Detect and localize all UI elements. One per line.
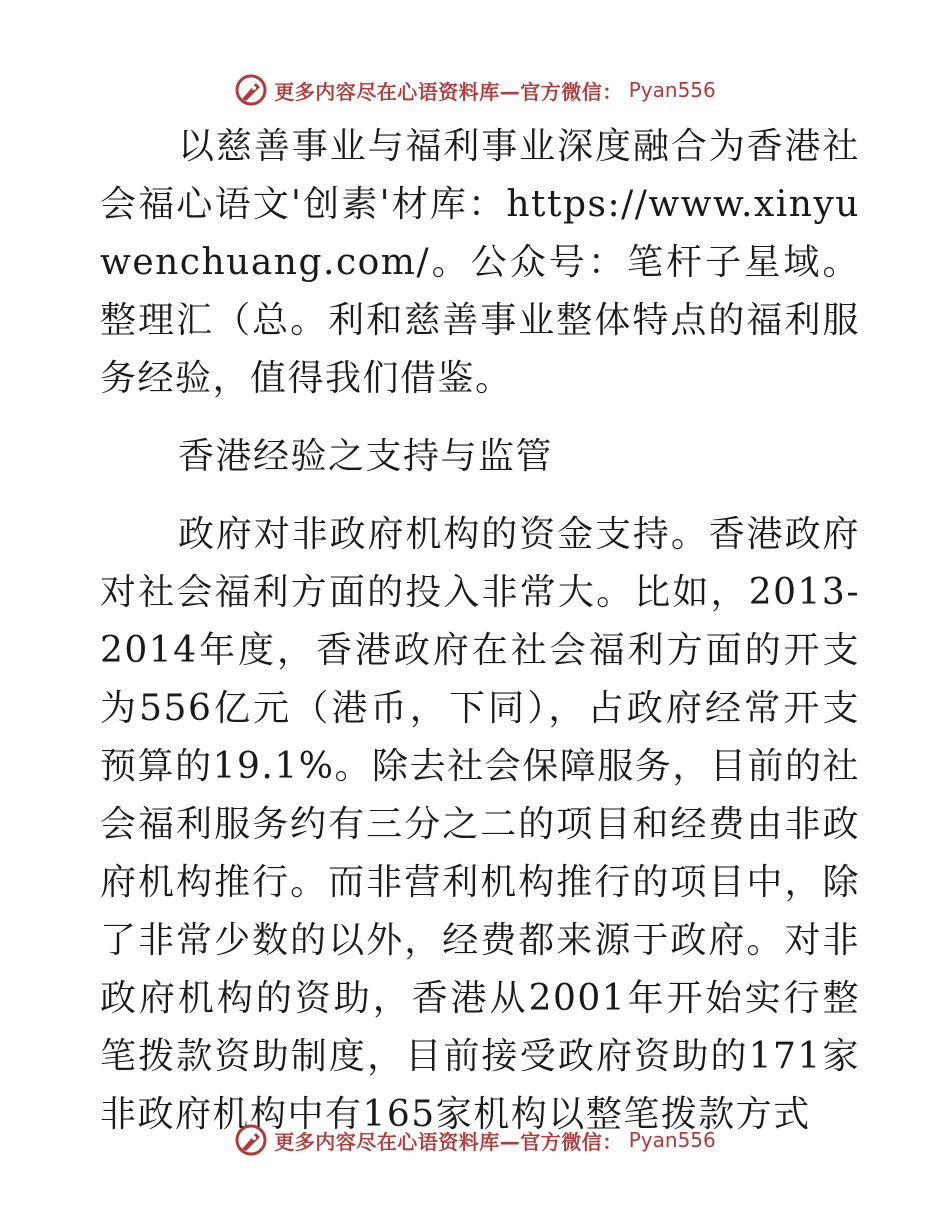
- banner-text: 更多内容尽在心语资料库—官方微信：: [274, 1129, 623, 1154]
- banner-wechat-id: Pyan556: [628, 78, 716, 102]
- banner-text: 更多内容尽在心语资料库—官方微信：: [274, 79, 623, 104]
- paragraph-2: 政府对非政府机构的资金支持。香港政府对社会福利方面的投入非常大。比如，2013-2014年度，香港政府在社会福利方面的开支为556亿元（港币，下同），占政府经常开支预算的19.1%。除去社会保障服务，目前的社会福利服务约有三分之二的项目和经费由非政府机构推行。而非营利机构推行的项目中，除了非常少数的以外，经费都来源于政府。对非政府机构的资助，香港从2001年开始实行整笔拨款资助制度，目前接受政府资助的171家非政府机构中有165家机构以整笔拨款方式: [100, 514, 860, 1135]
- pen-nib-logo-icon: [234, 73, 268, 107]
- header-watermark-banner: [0, 70, 950, 110]
- footer-watermark-banner: [0, 1120, 950, 1160]
- section-heading: 香港经验之支持与监管: [178, 436, 554, 477]
- document-body: [100, 118, 860, 1164]
- pen-nib-logo-icon: [234, 1123, 268, 1157]
- banner-wechat-id: Pyan556: [628, 1128, 716, 1152]
- paragraph-1: 以慈善事业与福利事业深度融合为香港社会福心语文'创素'材库：https://www.xinyuwenchuang.com/。公众号：笔杆子星域。整理汇（总。利和慈善事业整体特点的福利服务经验，值得我们借鉴。: [100, 126, 860, 399]
